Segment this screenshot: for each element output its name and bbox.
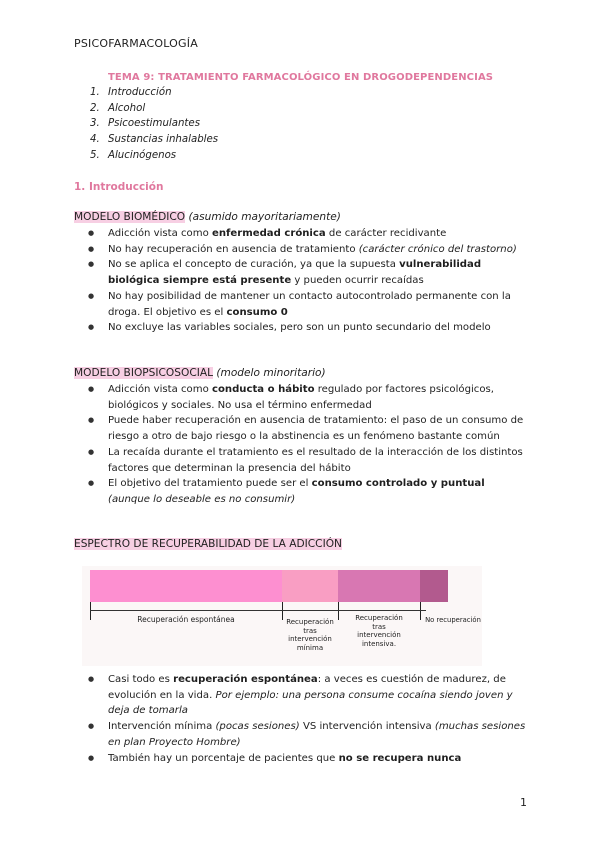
- toc-item: 3. Psicoestimulantes: [90, 118, 200, 130]
- list-item: ● Puede haber recuperación en ausencia de tratamiento: el paso de un consumo de riesgo a otro de bajo riesgo o la abstinencia es un fenómeno bastante común: [74, 413, 534, 444]
- list-item: ● Casi todo es recuperación espontánea: a veces es cuestión de madurez, de evolución en la vida. Por ejemplo: una persona consume cocaína siendo joven y deja de tomarla: [74, 672, 534, 719]
- toc-item: 1. Introducción: [90, 87, 172, 98]
- biopsychosocial-model-list: [74, 382, 534, 508]
- recoverability-spectrum-list: [74, 672, 534, 766]
- list-item: ● Adicción vista como enfermedad crónica de carácter recidivante: [74, 226, 534, 242]
- spontaneous-recovery-bar: [90, 570, 282, 602]
- intensive-intervention-bar: [338, 570, 420, 602]
- minimal-intervention-bar: [282, 570, 338, 602]
- tick-line: [90, 602, 91, 620]
- tick-line: [420, 602, 421, 620]
- no-recovery-label: No recuperación: [425, 616, 481, 624]
- biomedical-model-list: [74, 226, 534, 336]
- no-recovery-bar: [420, 570, 448, 602]
- topic-title: TEMA 9: TRATAMIENTO FARMACOLÓGICO EN DROGODEPENDENCIAS: [108, 72, 494, 83]
- section-heading: 1. Introducción: [74, 181, 164, 193]
- spontaneous-recovery-label: Recuperación espontánea: [137, 615, 235, 624]
- minimal-intervention-label: Recuperación tras intervención mínima: [286, 618, 334, 652]
- list-item: ● La recaída durante el tratamiento es el resultado de la interacción de los distintos factores que determinan la presencia del hábito: [74, 445, 534, 476]
- list-item: ● También hay un porcentaje de pacientes que no se recupera nunca: [74, 751, 534, 767]
- list-item: ● No hay recuperación en ausencia de tratamiento (carácter crónico del trastorno): [74, 242, 534, 258]
- toc-item: 4. Sustancias inhalables: [90, 134, 219, 146]
- list-item: ● El objetivo del tratamiento puede ser el consumo controlado y puntual (aunque lo deseable es no consumir): [74, 476, 534, 507]
- recoverability-spectrum-heading: ESPECTRO DE RECUPERABILIDAD DE LA ADICCIÓN: [74, 538, 342, 550]
- page-number: 1: [520, 796, 527, 809]
- list-item: ● No se aplica el concepto de curación, ya que la supuesta vulnerabilidad biológica siempre está presente y pueden ocurrir recaídas: [74, 257, 534, 288]
- intensive-intervention-label: Recuperación tras intervención intensiva.: [355, 614, 403, 648]
- table-of-contents: [74, 87, 218, 165]
- document-header: PSICOFARMACOLOGÍA: [74, 37, 198, 50]
- biopsychosocial-model-heading: MODELO BIOPSICOSOCIAL (modelo minoritario): [74, 367, 326, 379]
- list-item: ● Intervención mínima (pocas sesiones) VS intervención intensiva (muchas sesiones en plan Proyecto Hombre): [74, 719, 534, 750]
- list-item: ● No excluye las variables sociales, pero son un punto secundario del modelo: [74, 320, 534, 336]
- toc-item: 5. Alucinógenos: [90, 149, 177, 161]
- biomedical-model-heading: MODELO BIOMÉDICO (asumido mayoritariamente): [74, 211, 341, 223]
- list-item: ● Adicción vista como conducta o hábito regulado por factores psicológicos, biológicos y sociales. No usa el término enfermedad: [74, 382, 534, 413]
- recoverability-spectrum-figure: [82, 566, 482, 666]
- spectrum-baseline: [90, 610, 426, 611]
- list-item: ● No hay posibilidad de mantener un contacto autocontrolado permanente con la droga. El objetivo es el consumo 0: [74, 289, 534, 320]
- toc-item: 2. Alcohol: [90, 102, 146, 114]
